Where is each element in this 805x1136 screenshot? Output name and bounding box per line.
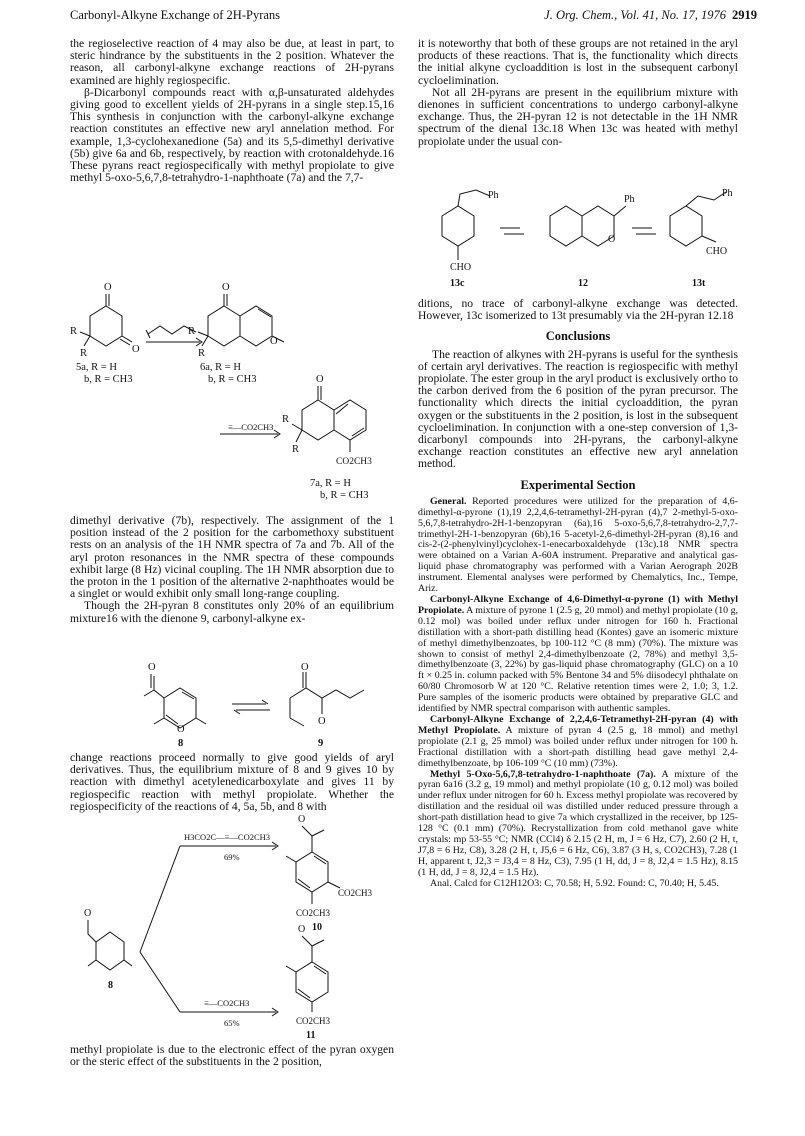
exp-general [418,497,738,595]
page-number: 2919 [732,8,757,22]
scheme-2 [140,660,380,748]
journal-citation: J. Org. Chem., Vol. 41, No. 17, 1976 [544,8,726,22]
exp-2-head: Carbonyl-Alkyne Exchange of 2,2,4,6-Tetramethyl-2H-pyran (4) with Methyl Propiolate. [418,713,738,736]
conclusions-text: The reaction of alkynes with 2H-pyrans is useful for the synthesis of certain aryl derivatives. The reaction is regiospecific with methyl propiolate. The ester group in the aryl product is exclusively ortho to the carbon derived from the 6 position of the pyran precursor. The functionality which directs the initial cycloaddition, the pyran oxygen or the substituents in the 2 position, is lost in the subsequent cycloelimination. In conjunction with a one-step conversion of 1,3-dicarbonyl compounds into 2H-pyrans, the carbonyl-alkyne exchange reaction constitutes an effective new aryl annelation method. [418,347,738,471]
running-title: Carbonyl-Alkyne Exchange of 2H-Pyrans [70,8,281,22]
scheme-4 [420,186,740,286]
scheme1-atom-r: R [80,348,88,359]
label-13c: 13c [450,278,465,286]
scheme-3 [80,812,390,1032]
exp-general-text: Reported procedures were utilized for the preparation of 4,6-dimethyl-α-pyrone (1),19 2,2,4,6-tetramethyl-2H-pyran (4),7 2-methyl-5-oxo-5,6,7,8-tetrahydro-2H-1-benzopyran (6a),16 5-oxo-5,6,7,8-tetrahydro-2,7,7-trimethyl-2H-1-benzopyran (6b),16 5-acetyl-2,6-dimethyl-2H-pyran (8),16 and cis-2-(2-phenylvinyl)cyclohex-1-enecarboxaldehyde (13c).18 NMR spectra were obtained on a Varian A-60A instrument. Preparative and analytical gas-liquid phase chromatography was performed with a Varian Aerograph 202B instrument. Elemental analyses were performed by Chemalytics, Inc., Tempe, Ariz. [418,495,739,595]
label-5a: 5a, R = H [76,362,117,373]
label-5b: b, R = CH3 [84,374,133,385]
left-column-lower [70,752,394,813]
exp-1-head: Carbonyl-Alkyne Exchange of 4,6-Dimethyl-α-pyrone (1) with Methyl Propiolate. [418,594,738,616]
left-para-3: dimethyl derivative (7b), respectively. The assignment of the 1 position instead of the 2 position for the carbomethoxy substituent rests on an analysis of the 1H NMR spectra of 7a and 7b. All of the aryl proton resonances in the NMR spectra of these compounds exhibit large (8 Hz) vicinal coupling. The 1H NMR absorption due to the proton in the 1 position of the alternative 2-naphthoates would be a singlet or would exhibit only small long-range coupling. [70,514,394,601]
left-column-end [70,1044,394,1068]
label-7b: b, R = CH3 [320,490,369,501]
scheme1-atom-o: O [132,344,140,355]
left-para-4: Though the 2H-pyran 8 constitutes only 20% of an equilibrium mixture16 with the dienone 9, carbonyl-alkyne ex- [70,599,394,625]
scheme3-yield-bottom: 65% [224,1018,240,1028]
label-8: 8 [178,738,184,748]
experimental-heading: Experimental Section [520,477,636,492]
scheme1-atom-r: R [292,444,300,455]
scheme-1 [70,280,394,512]
scheme1-atom-o: O [222,282,230,293]
right-column-main [418,298,738,889]
scheme2-atom-o: O [177,724,185,735]
scheme3-atom-o: O [298,814,306,825]
label-11: 11 [306,1030,316,1041]
label-8-scheme3: 8 [108,980,113,991]
exp-1 [418,595,738,715]
scheme4-atom-o: O [608,234,616,245]
exp-2 [418,715,738,770]
scheme4-group: Ph [722,188,733,199]
left-para-2: β-Dicarbonyl compounds react with α,β-unsaturated aldehydes giving good to excellent yields of 2H-pyrans in a single step.15,16 This synthesis in conjunction with the carbonyl-alkyne exchange reaction constitutes an effective new aryl annelation method. For example, 1,3-cyclohexanedione (5a) and its 5,5-dimethyl derivative (5b) give 6a and 6b, respectively, by reaction with crotonaldehyde.16 These pyrans react regiospecifically with methyl propiolate to give methyl 5-oxo-5,6,7,8-tetrahydro-1-naphthoate (7a) and the 7,7- [70,85,394,185]
scheme2-atom-o: O [318,716,326,727]
scheme1-atom-r: R [282,414,290,425]
exp-3-head: Methyl 5-Oxo-5,6,7,8-tetrahydro-1-naphthoate (7a). [430,768,656,780]
experimental-body [418,497,738,890]
scheme1-atom-o: O [270,336,278,347]
left-para-5: change reactions proceed normally to give good yields of aryl derivatives. Thus, the equilibrium mixture of 8 and 9 gives 10 by reaction with dimethyl acetylenedicarboxylate and gives 11 by regiospecific reaction with methyl propiolate. Whether the regiospecificity of the reactions of 4, 5a, 5b, and 8 with [70,751,394,813]
scheme1-atom-r: R [70,326,78,337]
scheme3-atom-o: O [84,908,92,919]
scheme2-atom-o: O [301,662,309,673]
scheme4-group: CHO [450,262,472,273]
exp-general-head: General. [430,495,467,507]
label-6b: b, R = CH3 [208,374,257,385]
scheme1-atom-o: O [316,374,324,385]
scheme2-atom-o: O [148,662,156,673]
scheme3-ester: CO2CH3 [296,908,331,918]
right-para-3: ditions, no trace of carbonyl-alkyne exchange was detected. However, 13c isomerized to 13t presumably via the 2H-pyran 12.18 [418,297,738,323]
label-6a: 6a, R = H [200,362,241,373]
scheme4-group: Ph [624,194,635,205]
exp-3-text: A mixture of the pyran 6a16 (3.2 g, 19 mmol) and methyl propiolate (10 g, 0.12 mol) was boiled under reflux under nitrogen for 60 h. Excess methyl propiolate was recovered by distillation and the residual oil was distilled under reduced pressure through a short-path distillation head to give 7a which crystallized in the receiver, bp 125-128 °C (0.1 mm) (70%). Recrystallization from cold methanol gave white crystals: mp 53-55 °C; NMR (CCl4) δ 2.15 (2 H, m, J = 6 Hz, C7), 2.60 (2 H, t, J7,8 = 6 Hz, C8), 3.28 (2 H, t, J5,6 = 6 Hz, C6), 3.87 (3 H, s, CO2CH3), 7.28 (1 H, apparent t, J2,3 = J3,4 = 8 Hz, C3), 7.95 (1 H, dd, J = 8, J2,4 = 1.5 Hz), 8.15 (1 H, dd, J = 8, J2,4 = 1.5 Hz). [418,768,738,878]
scheme3-reagent-top: H3CO2C—≡—CO2CH3 [184,832,271,842]
journal-header [544,8,757,23]
scheme3-reagent-bottom: ≡—CO2CH3 [204,998,250,1008]
exp-1-text: A mixture of pyrone 1 (2.5 g, 20 mmol) and methyl propiolate (10 g, 0.12 mol) was boiled under reflux under nitrogen for 160 h. Fractional distillation with a short-path distilling head (Kontes) gave an isomeric mixture of methyl dimethylbenzoates, bp 100-112 °C (8 mm) (70%). The mixture was shown to consist of methyl 2,4-dimethylbenzoate (2, 78%) and methyl 3,5-dimethylbenzoate (3, 22%) by gas-liquid phase chromatography (GLC) on a 10 ft × 0.25 in. column packed with 5% Bentone 34 and 5% diisodecyl phthalate on 60/80 Chromosorb W at 120 °C. Relative retention times were 2, 1.0; 3, 1.2. Pure samples of the isomeric products were obtained by preparative GLC and identified by NMR spectral comparison with authentic samples. [418,604,738,715]
exp-3 [418,770,738,879]
label-7a: 7a, R = H [310,478,351,489]
label-13t: 13t [692,278,706,286]
scheme1-ester: CO2CH3 [336,457,372,467]
scheme3-ester: CO2CH3 [338,888,373,898]
scheme1-atom-r: R [188,326,196,337]
right-para-2: Not all 2H-pyrans are present in the equilibrium mixture with dienones in sufficient concentrations to undergo carbonyl-alkyne exchange. Thus, the 2H-pyran 12 is not detectable in the 1H NMR spectrum of the dienal 13c.18 When 13c was heated with methyl propiolate under the usual con- [418,85,738,148]
scheme4-group: Ph [488,190,499,201]
right-para-1: it is noteworthy that both of these groups are not retained in the aryl products of these reactions. That is, the functionality which directs the initial alkyne cycloaddition is lost in the subsequent carbonyl cycloelimination. [418,37,738,87]
scheme3-atom-o: O [298,924,306,935]
scheme1-atom-o: O [104,282,112,293]
scheme4-group: CHO [706,246,728,257]
left-para-1: the regioselective reaction of 4 may also be due, at least in part, to steric hindrance by the substituents in the 2 position. Whatever the reason, all carbonyl-alkyne exchange reactions of 2H-pyrans examined are highly regiospecific. [70,37,394,87]
conclusions-heading: Conclusions [545,329,611,344]
left-column-middle [70,515,394,625]
scheme1-reagent: ≡—CO2CH3 [228,422,274,432]
exp-2-text: A mixture of pyran 4 (2.5 g, 18 mmol) and methyl propiolate (2.1 g, 25 mmol) was boiled under reflux under nitrogen for 100 h. Fractional distillation with a short-path distilling head gave methyl 2,4-dimethylbenzoate, bp 106-109 °C (10 mm) (73%). [418,724,738,769]
left-para-6: methyl propiolate is due to the electronic effect of the pyran oxygen or the steric effect of the substituents in the 2 position, [70,1043,394,1069]
scheme3-yield-top: 69% [224,852,240,862]
label-9: 9 [318,738,324,748]
label-12: 12 [578,278,588,286]
left-column [70,38,394,184]
scheme1-atom-r: R [198,348,206,359]
label-10: 10 [312,922,322,933]
exp-anal: Anal. Calcd for C12H12O3: C, 70.58; H, 5.92. Found: C, 70.40; H, 5.45. [430,877,719,889]
right-column-top [418,38,738,148]
scheme3-ester: CO2CH3 [296,1016,331,1026]
